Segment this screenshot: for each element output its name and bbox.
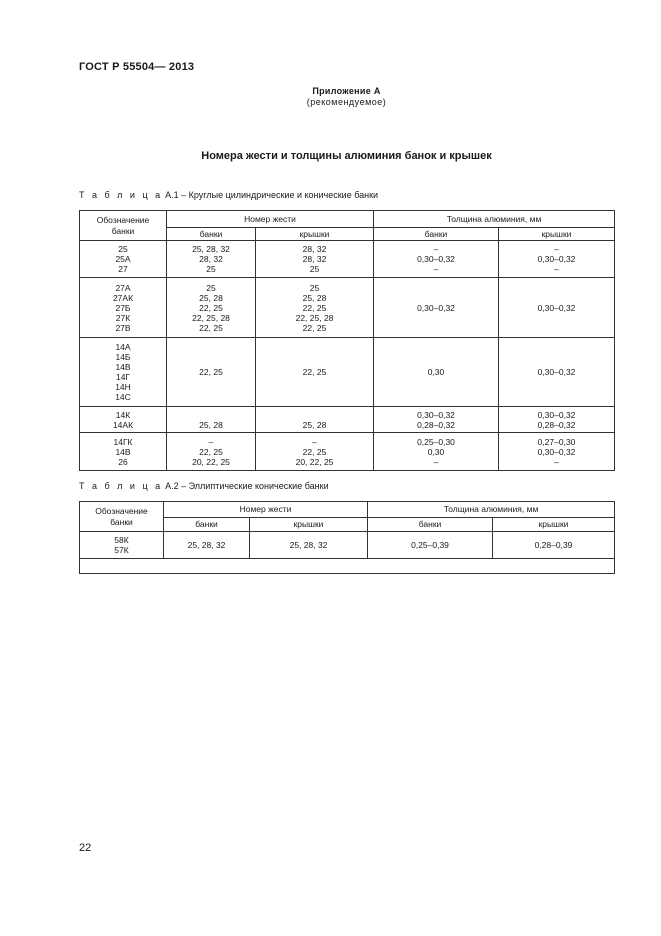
table1-cell-al-cans: 0,30 — [374, 338, 499, 407]
table1-cell-al-lids: 0,27–0,30 0,30–0,32 – — [499, 433, 615, 471]
table1-header-al-thickness: Толщина алюминия, мм — [374, 211, 615, 228]
table1-cell-tin-cans: 22, 25 — [167, 338, 256, 407]
table1-cell-al-lids: 0,30–0,32 — [499, 338, 615, 407]
table1-subheader-tin-lids: крышки — [256, 228, 374, 241]
table1-cell-designation: 14А 14Б 14В 14Г 14Н 14С — [80, 338, 167, 407]
table-row — [80, 338, 615, 407]
table2-cell-al-cans: 0,25–0,39 — [368, 532, 493, 559]
table1-cell-tin-cans: – 22, 25 20, 22, 25 — [167, 433, 256, 471]
table2-cell-tin-cans: 25, 28, 32 — [164, 532, 250, 559]
table1-cell-designation: 14К 14АК — [80, 407, 167, 433]
table2-subheader-al-lids: крышки — [493, 518, 615, 532]
table2-caption — [79, 481, 329, 491]
table2-cell-designation: 58К 57К — [80, 532, 164, 559]
table1-cell-tin-cans: 25, 28, 32 28, 32 25 — [167, 241, 256, 278]
table1-caption-text: А.1 – Круглые цилиндрические и конические банки — [162, 190, 379, 200]
table1-header-row — [80, 211, 615, 228]
table1-subheader-al-lids: крышки — [499, 228, 615, 241]
table1-cell-al-cans: 0,30–0,32 0,28–0,32 — [374, 407, 499, 433]
table1-cell-tin-lids: 28, 32 28, 32 25 — [256, 241, 374, 278]
table2-cell-tin-lids: 25, 28, 32 — [250, 532, 368, 559]
table2-subheader-al-cans: банки — [368, 518, 493, 532]
table2-header-al-thickness: Толщина алюминия, мм — [368, 502, 615, 518]
table-row — [80, 278, 615, 338]
table-row — [80, 407, 615, 433]
table1-cell-tin-lids: 22, 25 — [256, 338, 374, 407]
table2-caption-text: А.2 – Эллиптические конические банки — [162, 481, 329, 491]
table1-cell-al-lids: – 0,30–0,32 – — [499, 241, 615, 278]
table1-caption — [79, 190, 378, 200]
table1-cell-tin-cans: 25 25, 28 22, 25 22, 25, 28 22, 25 — [167, 278, 256, 338]
table2-subheader-tin-cans: банки — [164, 518, 250, 532]
table-row — [80, 532, 615, 559]
table1-cell-designation: 25 25А 27 — [80, 241, 167, 278]
table1-cell-al-lids: 0,30–0,32 — [499, 278, 615, 338]
table-round-cans — [79, 210, 615, 471]
table2-header-designation: Обозначение банки — [80, 502, 164, 532]
table2-subheader-tin-lids: крышки — [250, 518, 368, 532]
table2-header-row — [80, 502, 615, 518]
table1-subheader-al-cans: банки — [374, 228, 499, 241]
table1-cell-tin-lids: 25, 28 — [256, 407, 374, 433]
table1-header-tin-number: Номер жести — [167, 211, 374, 228]
table1-caption-prefix: Т а б л и ц а — [79, 190, 163, 200]
table1-cell-al-cans: – 0,30–0,32 – — [374, 241, 499, 278]
table-row — [80, 433, 615, 471]
table2-empty-cell — [80, 559, 615, 574]
document-code: ГОСТ Р 55504— 2013 — [79, 61, 195, 73]
table1-cell-tin-cans: 25, 28 — [167, 407, 256, 433]
table-row-empty — [80, 559, 615, 574]
table1-cell-al-cans: 0,30–0,32 — [374, 278, 499, 338]
appendix-title: Приложение А — [312, 86, 381, 96]
table1-cell-designation: 14ГК 14В 26 — [80, 433, 167, 471]
table-row — [80, 241, 615, 278]
table1-subheader-tin-cans: банки — [167, 228, 256, 241]
table2-header-tin-number: Номер жести — [164, 502, 368, 518]
table2-caption-prefix: Т а б л и ц а — [79, 481, 163, 491]
page-number: 22 — [79, 842, 92, 854]
table1-cell-al-cans: 0,25–0,30 0,30 – — [374, 433, 499, 471]
table1-cell-tin-lids: 25 25, 28 22, 25 22, 25, 28 22, 25 — [256, 278, 374, 338]
table-elliptic-cans — [79, 501, 615, 574]
table2-cell-al-lids: 0,28–0,39 — [493, 532, 615, 559]
table1-cell-tin-lids: – 22, 25 20, 22, 25 — [256, 433, 374, 471]
table1-cell-al-lids: 0,30–0,32 0,28–0,32 — [499, 407, 615, 433]
table1-cell-designation: 27А 27АК 27Б 27К 27В — [80, 278, 167, 338]
appendix-status: (рекомендуемое) — [306, 97, 387, 107]
section-heading: Номера жести и толщины алюминия банок и крышек — [201, 150, 492, 162]
table1-header-designation: Обозначение банки — [80, 211, 167, 241]
